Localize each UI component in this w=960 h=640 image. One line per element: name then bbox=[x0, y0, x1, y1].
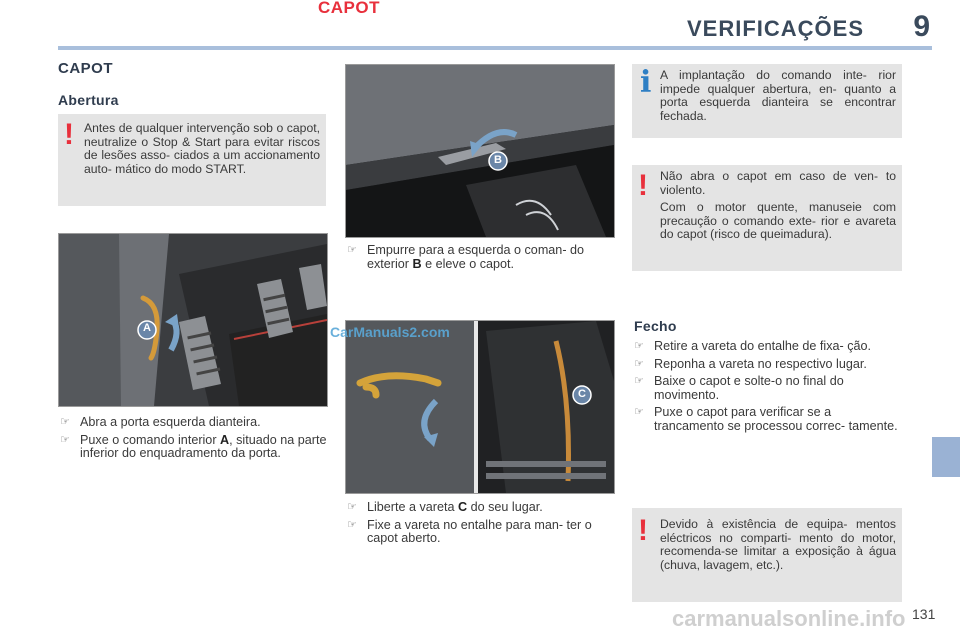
info-icon: i bbox=[640, 65, 652, 100]
bullet-hand-icon: ☞ bbox=[347, 518, 357, 531]
pedal-area-photo bbox=[58, 233, 328, 407]
bullet-hand-icon: ☞ bbox=[634, 340, 644, 352]
callout-b-label: B bbox=[494, 154, 502, 166]
warning-icon: ! bbox=[638, 514, 648, 547]
hot-engine-warning-text: Com o motor quente, manuseie com precaução o comando exte- rior e avareta do capot (risco de queimadura). bbox=[660, 200, 896, 242]
wind-warning-text: Não abra o capot em caso de ven- to violento. bbox=[660, 169, 896, 197]
step-push-exterior-control: ☞ Empurre para a esquerda o coman- do exterior B e eleve o capot. bbox=[347, 243, 585, 271]
bullet-hand-icon: ☞ bbox=[347, 501, 357, 513]
chapter-side-tab bbox=[932, 437, 960, 477]
step-pull-interior-control: ☞ Puxe o comando interior A, situado na parte inferior do enquadramento da porta. bbox=[60, 432, 327, 461]
bullet-hand-icon: ☞ bbox=[60, 433, 70, 446]
abertura-heading: Abertura bbox=[58, 92, 119, 108]
warning-icon: ! bbox=[64, 118, 74, 151]
prop-rod-steps bbox=[345, 501, 615, 550]
info-text: A implantação do comando inte- rior impede qualquer abertura, en- quanto a porta esquerda dianteira se encontrar fechada. bbox=[660, 68, 896, 123]
hood-prop-rod-illustration bbox=[346, 321, 614, 493]
stop-start-warning-text: Antes de qualquer intervenção sob o capot, neutralize o Stop & Start para evitar riscos de lesões asso- ciados a um accionamento auto- mático do modo START. bbox=[84, 121, 320, 176]
fecho-heading: Fecho bbox=[634, 318, 677, 334]
step-open-door: ☞ Abra a porta esquerda dianteira. bbox=[60, 415, 261, 429]
step-lower-hood: ☞ Baixe o capot e solte-o no final do movimento. bbox=[634, 374, 844, 402]
abertura-steps bbox=[58, 416, 328, 465]
chapter-title: VERIFICAÇÕES bbox=[686, 16, 864, 41]
step-fix-rod: ☞ Fixe a vareta no entalhe para man- ter o capot aberto. bbox=[347, 517, 592, 546]
hood-latch-illustration bbox=[346, 65, 614, 237]
water-exposure-text: Devido à existência de equipa- mentos eléctricos no comparti- mento do motor, recomenda-se limitar a exposição à água (chuva, lavagem, etc.). bbox=[660, 517, 896, 572]
hood-latch-photo bbox=[345, 64, 615, 238]
wind-heat-warning-box bbox=[632, 165, 902, 271]
top-section-tag: CAPOT bbox=[318, 0, 380, 17]
site-watermark: CarManuals2.com bbox=[330, 324, 450, 340]
footer-watermark: carmanualsonline.info bbox=[672, 606, 906, 631]
section-title: CAPOT bbox=[58, 60, 113, 77]
bullet-hand-icon: ☞ bbox=[634, 357, 644, 370]
fecho-steps bbox=[632, 340, 904, 438]
water-exposure-warning-box bbox=[632, 508, 902, 602]
info-box bbox=[632, 64, 902, 138]
bullet-hand-icon: ☞ bbox=[347, 244, 357, 256]
callout-c-label: C bbox=[578, 388, 586, 400]
bullet-hand-icon: ☞ bbox=[634, 375, 644, 388]
step-check-lock: ☞ Puxe o capot para verificar se a trancamento se processou correc- tamente. bbox=[634, 405, 898, 433]
bullet-hand-icon: ☞ bbox=[634, 406, 644, 419]
bullet-hand-icon: ☞ bbox=[60, 416, 70, 428]
exterior-control-step bbox=[345, 244, 615, 275]
header-rule bbox=[58, 46, 932, 50]
pedal-area-illustration bbox=[59, 234, 327, 406]
step-replace-rod: ☞ Reponha a vareta no respectivo lugar. bbox=[634, 356, 867, 371]
callout-a-label: A bbox=[143, 322, 151, 334]
page-number: 131 bbox=[912, 606, 936, 622]
hood-prop-rod-photo bbox=[345, 320, 615, 494]
step-release-rod: ☞ Liberte a vareta C do seu lugar. bbox=[347, 500, 543, 514]
step-remove-rod: ☞ Retire a vareta do entalhe de fixa- ção. bbox=[634, 339, 872, 353]
warning-icon: ! bbox=[638, 169, 648, 202]
chapter-number: 9 bbox=[913, 10, 930, 43]
stop-start-warning-box bbox=[58, 114, 326, 206]
